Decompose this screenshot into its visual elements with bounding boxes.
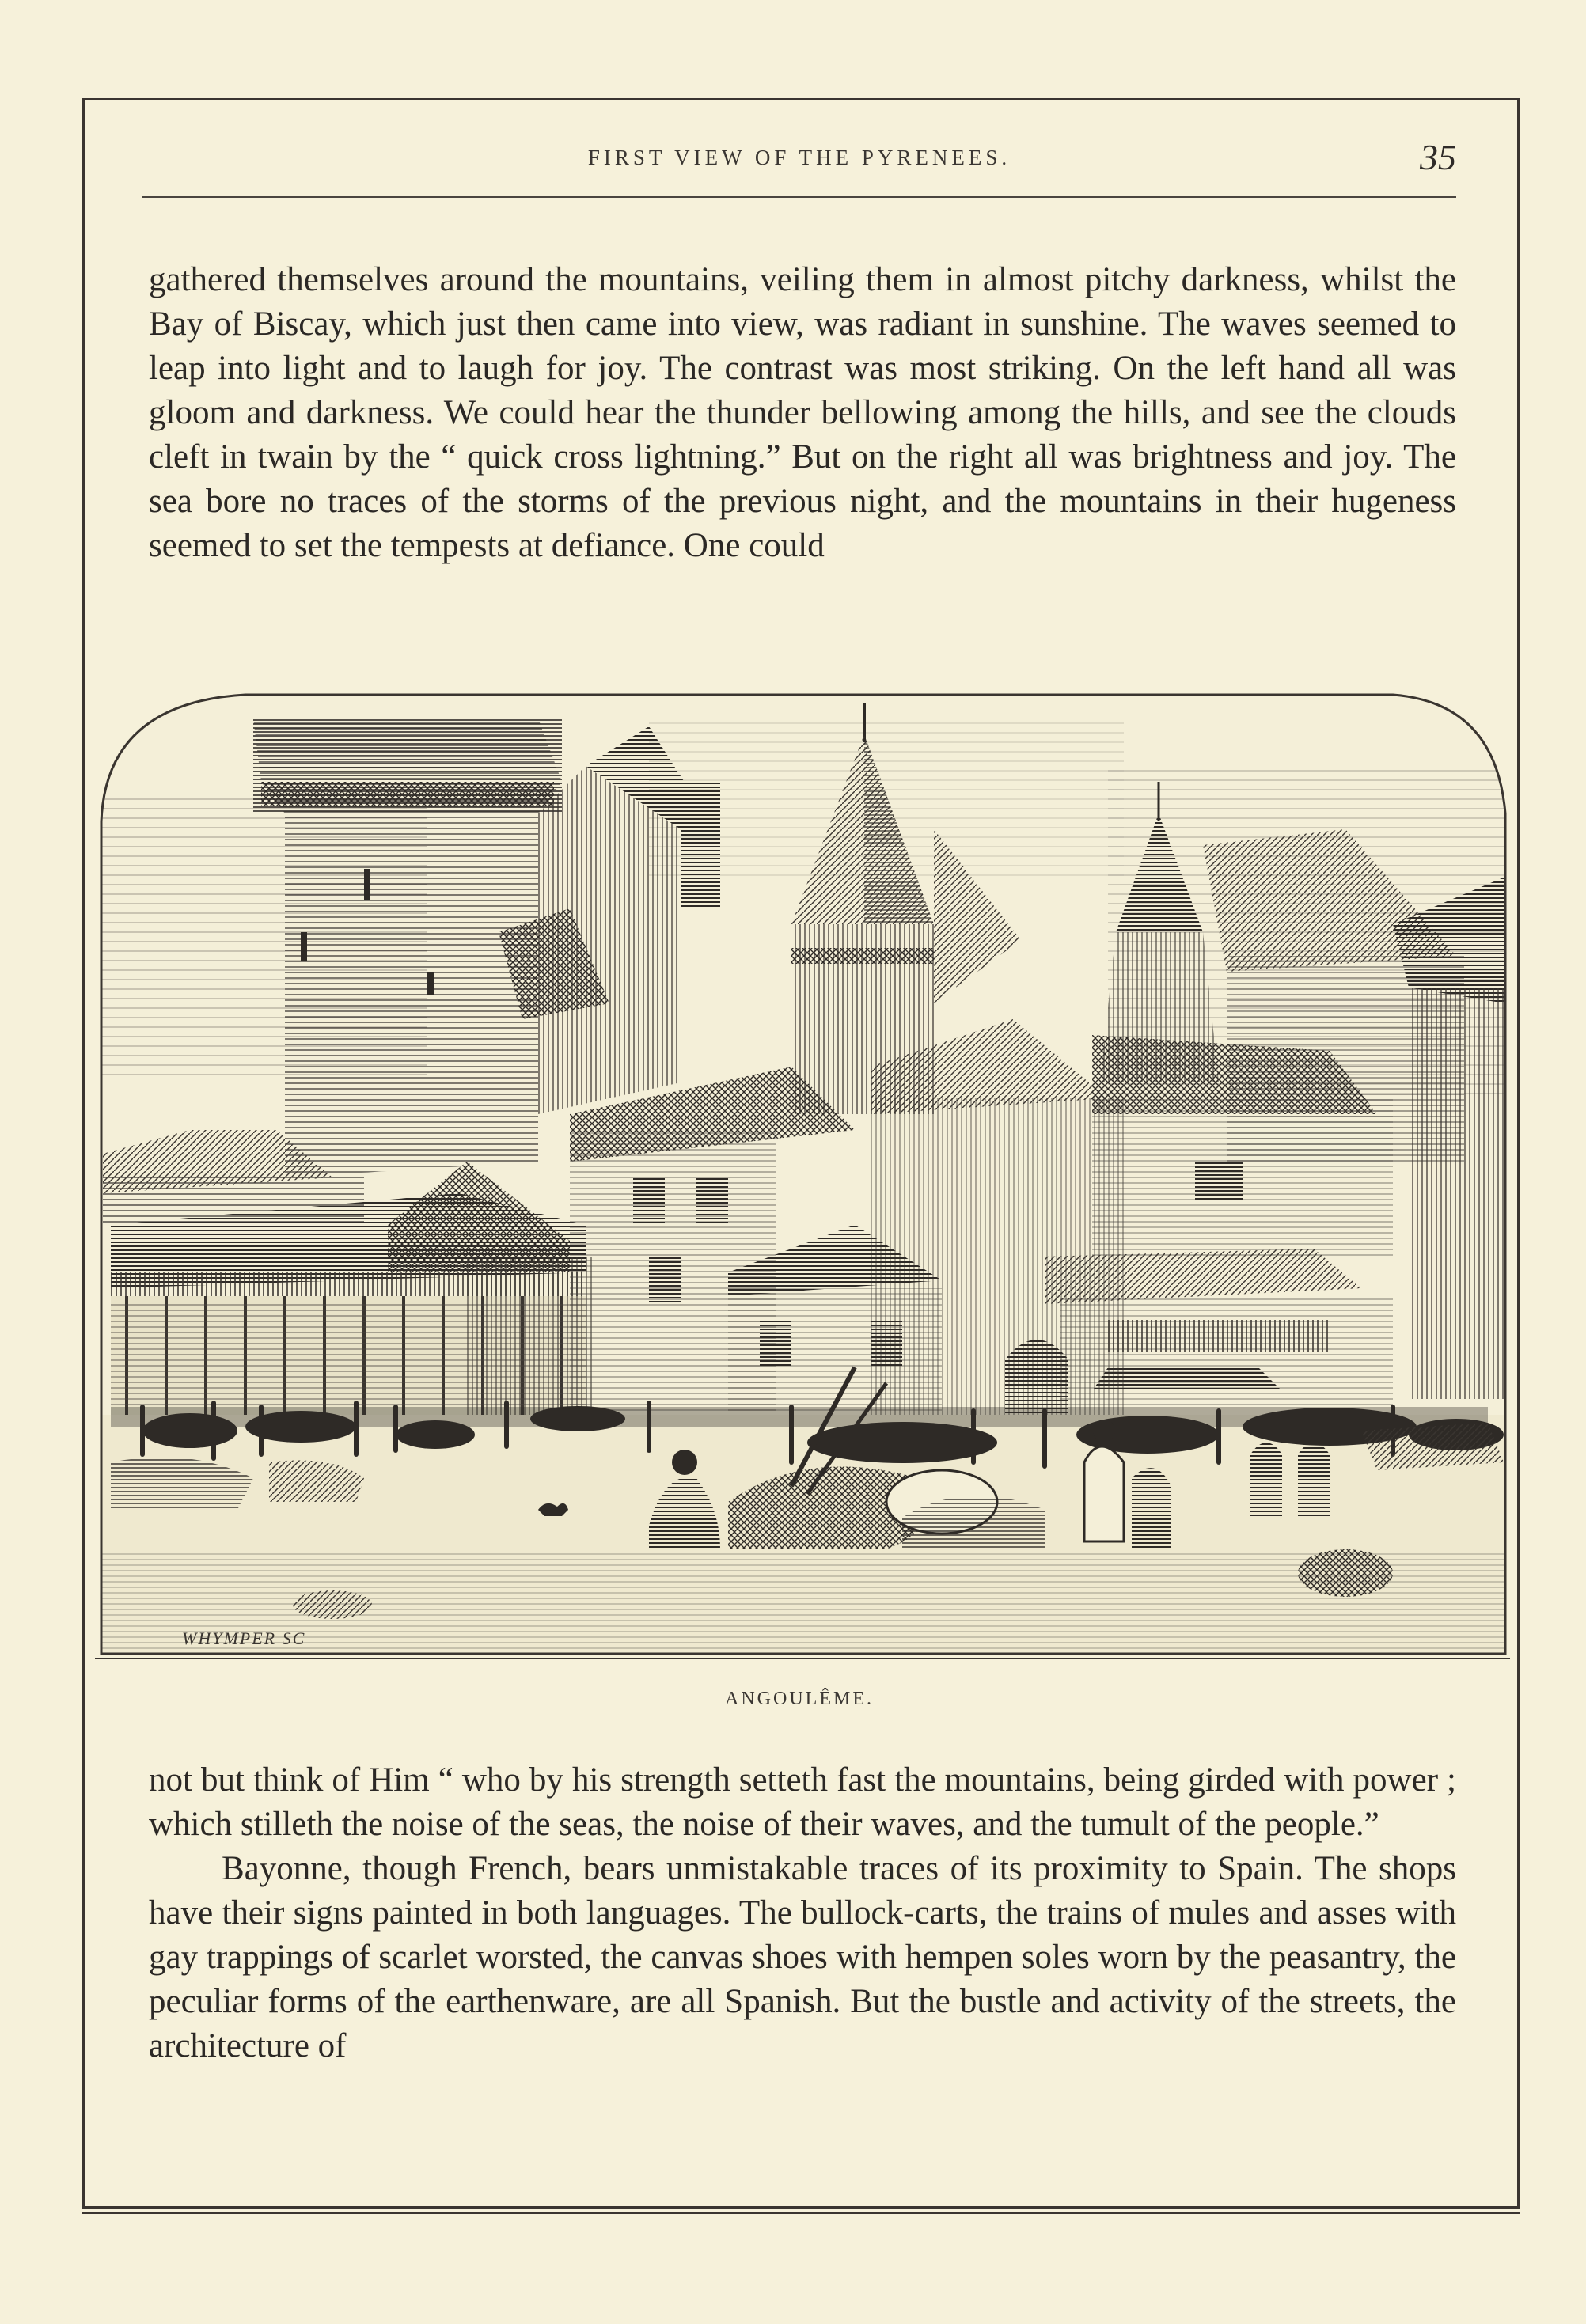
paragraph-bayonne: Bayonne, though French, bears unmistakable traces of its proximity to Spain. The shops have their signs painted in both languages. The bullock-carts, the trains of mules and asses with gay trappings of scarlet worsted, the canvas shoes with hempen soles worn by the peasantry, the peculiar forms of the earthenware, are all Spanish. But the bustle and activity of the streets, the architecture of: [149, 1850, 1456, 2064]
engraving-angouleme: [95, 671, 1510, 1662]
paragraph-top: gathered themselves around the mountains, veiling them in almost pitchy darkness, whilst the Bay of Biscay, which just then came into view, was radiant in sunshine. The waves seemed to leap into light and to laugh for joy. The contrast was most striking. On the left hand all was gloom and darkness. We could hear the thunder bellowing among the hills, and see the clouds cleft in twain by the “ quick cross lightning.” But on the right all was brightness and joy. The sea bore no traces of the storms of the previous night, and the mountains in their hugeness seemed to set the tempests at defiance. One could: [149, 261, 1456, 564]
running-head: [142, 136, 1456, 187]
running-title: FIRST VIEW OF THE PYRENEES.: [587, 146, 1011, 169]
header-rule: [142, 196, 1456, 198]
body-text-bottom: [149, 1758, 1456, 2068]
illustration-caption: ANGOULÊME.: [725, 1689, 874, 1709]
page-border-bottom-rule: [82, 2212, 1520, 2214]
body-text-top: [149, 258, 1456, 568]
engraver-signature: WHYMPER SC: [182, 1628, 306, 1648]
engraving-scene: [95, 671, 1510, 1662]
paragraph-continuation: not but think of Him “ who by his strength setteth fast the mountains, being girded with power ; which stilleth the noise of the seas, the noise of their waves, and the tumult of the people.”: [149, 1761, 1456, 1843]
page-number: 35: [1420, 137, 1456, 177]
